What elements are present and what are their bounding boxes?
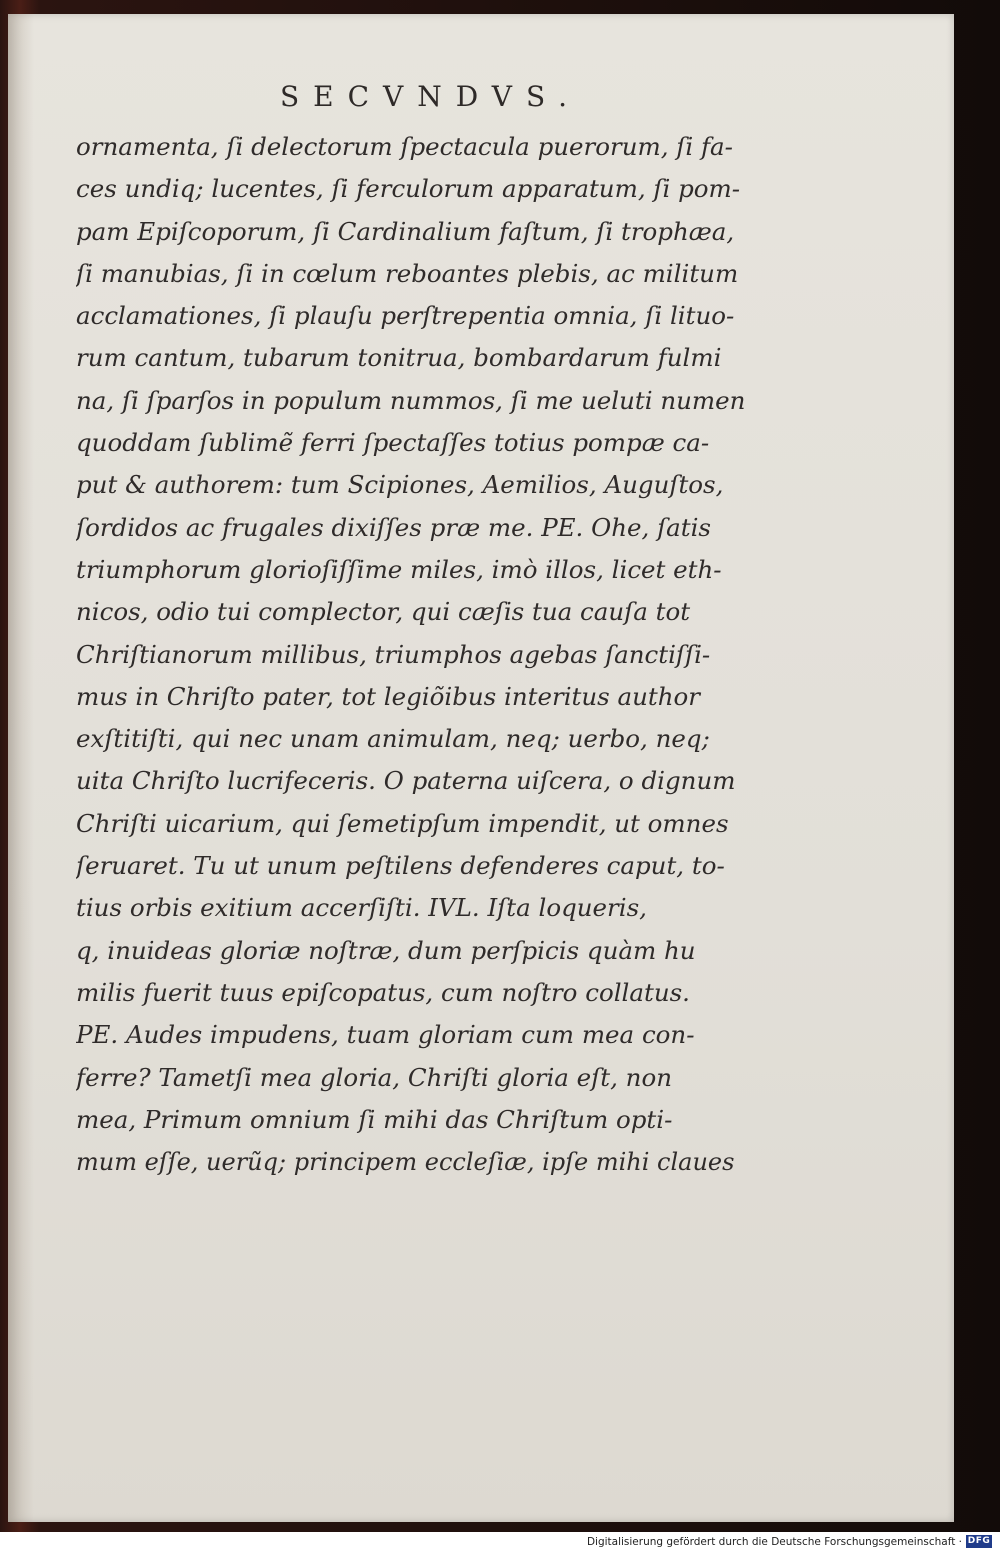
text-line: q, inuideas gloriæ noſtræ, dum perſpicis quàm hu bbox=[76, 935, 696, 965]
text-line: na, ſi ſparſos in populum nummos, ſi me ueluti numen bbox=[76, 385, 746, 415]
text-line: tius orbis exitium accerſiſti. IVL. Iſta loqueris, bbox=[76, 893, 647, 923]
text-line: triumphorum glorioſiſſime miles, imò illos, licet eth- bbox=[76, 554, 722, 584]
text-line: ſeruaret. Tu ut unum peſtilens defenderes caput, to- bbox=[76, 851, 725, 881]
running-head: SECVNDVS. bbox=[280, 80, 582, 113]
text-line: rum cantum, tubarum tonitrua, bombardarum fulmi bbox=[76, 343, 722, 373]
text-line: uita Chriſto lucrifeceris. O paterna uiſcera, o dignum bbox=[76, 766, 736, 796]
text-line: put & authorem: tum Scipiones, Aemilios, Auguſtos, bbox=[76, 470, 724, 500]
text-line: Chriſti uicarium, qui ſemetipſum impendit, ut omnes bbox=[76, 808, 729, 838]
text-line: mus in Chriſto pater, tot legiõibus interitus author bbox=[76, 681, 700, 711]
text-line: milis fuerit tuus epiſcopatus, cum noſtro collatus. bbox=[76, 977, 690, 1007]
dfg-logo-icon: DFG bbox=[967, 1536, 991, 1546]
text-line: Chriſtianorum millibus, triumphos agebas ſanctiſſi- bbox=[76, 639, 711, 669]
text-line: ornamenta, ſi delectorum ſpectacula puerorum, ſi fa- bbox=[76, 132, 733, 161]
footer-credit: Digitalisierung gefördert durch die Deutsche Forschungsgemeinschaft · bbox=[586, 1536, 962, 1548]
text-line: nicos, odio tui complector, qui cæſis tua cauſa tot bbox=[76, 597, 691, 627]
text-line: mum eſſe, uerũq; principem eccleſiæ, ipſe mihi claues bbox=[76, 1148, 735, 1177]
text-line: quoddam ſublimẽ ferri ſpectaſſes totius pompæ ca- bbox=[76, 428, 710, 458]
text-line: ferre? Tametſi mea gloria, Chriſti gloria eſt, non bbox=[76, 1062, 672, 1092]
text-line: acclamationes, ſi plauſu perſtrepentia omnia, ſi lituo- bbox=[76, 301, 735, 331]
text-line: exſtitiſti, qui nec unam animulam, neq; uerbo, neq; bbox=[76, 724, 710, 754]
text-line: pam Epiſcoporum, ſi Cardinalium faſtum, ſi trophæa, bbox=[76, 216, 735, 246]
text-line: mea, Primum omnium ſi mihi das Chriſtum opti- bbox=[76, 1104, 673, 1134]
text-line: PE. Audes impudens, tuam gloriam cum mea con- bbox=[76, 1020, 695, 1050]
text-line: ces undiq; lucentes, ſi ferculorum apparatum, ſi pom- bbox=[76, 174, 741, 204]
body-text bbox=[76, 126, 746, 1183]
text-line: ſordidos ac frugales dixiſſes præ me. PE. Ohe, ſatis bbox=[76, 512, 712, 542]
text-line: ſi manubias, ſi in cœlum reboantes plebis, ac militum bbox=[76, 258, 739, 288]
